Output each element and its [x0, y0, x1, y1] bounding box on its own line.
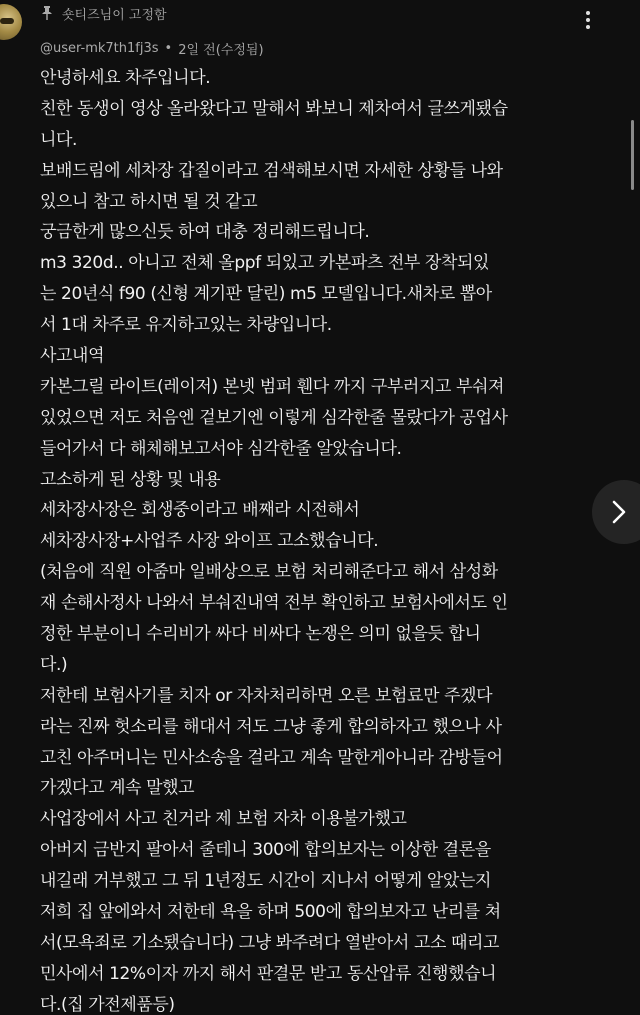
comment-line: 민사에서 12%이자 까지 해서 판결문 받고 동산압류 진행했습니 — [40, 963, 497, 984]
pinned-label: 숏티즈님이 고정함 — [62, 7, 167, 23]
scrollbar-thumb[interactable] — [631, 120, 634, 190]
comment-timestamp[interactable]: 2일 전(수정됨) — [178, 42, 264, 58]
comment-line: 세차장사장은 회생중이라고 배째라 시전해서 — [40, 500, 360, 521]
comment-line: 다.(집 가전제품등) — [40, 994, 175, 1015]
comment-line: 카본그릴 라이트(레이저) 본넷 범퍼 휀다 까지 구부러지고 부숴져 — [40, 376, 505, 397]
comment-text — [40, 63, 600, 1015]
comment-line: 들어가서 다 해체해보고서야 심각한줄 알았습니다. — [40, 438, 402, 459]
comment-line: 사업장에서 사고 친거라 제 보험 자차 이용불가했고 — [40, 809, 407, 830]
comment-line: 재 손해사정사 나와서 부숴진내역 전부 확인하고 보험사에서도 인 — [40, 593, 508, 614]
chevron-right-icon — [612, 500, 626, 524]
comment-line: 고소하게 된 상황 및 내용 — [40, 469, 221, 490]
comment-line: 안녕하세요 차주입니다. — [40, 68, 211, 88]
comment-line: 다.) — [40, 654, 68, 675]
more-vertical-icon — [585, 10, 591, 30]
comment-line: 보배드림에 세차장 갑질이라고 검색해보시면 자세한 상황들 나와 — [40, 160, 503, 181]
comment-line: 라는 진짜 헛소리를 해대서 저도 그냥 좋게 합의하자고 했으나 사 — [40, 716, 502, 737]
comment-line: m3 320d.. 아니고 전체 올ppf 되있고 카본파츠 전부 장착되있 — [40, 253, 490, 274]
pinned-indicator — [40, 3, 167, 23]
pin-icon — [40, 5, 54, 21]
comment-line: 친한 동생이 영상 올라왔다고 말해서 봐보니 제차여서 글쓰게됐습 — [40, 98, 508, 119]
commenter-avatar[interactable] — [0, 4, 22, 40]
comment-line: 궁금한게 많으신듯 하여 대충 정리해드립니다. — [40, 222, 370, 243]
comment-line: 내길래 거부했고 그 뒤 1년정도 시간이 지나서 어떻게 알았는지 — [40, 871, 491, 892]
comment-line: 서(모욕죄로 기소됐습니다) 그냥 봐주려다 열받아서 고소 때리고 — [40, 932, 500, 953]
comment-line: 아버지 금반지 팔아서 줄테니 300에 합의보자는 이상한 결론을 — [40, 840, 491, 861]
comment-author[interactable]: @user-mk7th1fj3s — [40, 40, 159, 56]
comment-line: (처음에 직원 아줌마 일배상으로 보험 처리해준다고 해서 삼성화 — [40, 562, 498, 583]
comment-line: 저희 집 앞에와서 저한테 욕을 하며 500에 합의보자고 난리를 쳐 — [40, 902, 501, 923]
comment-line: 고친 아주머니는 민사소송을 걸라고 계속 말한게아니라 감방들어 — [40, 747, 503, 768]
comment-line: 있으니 참고 하시면 될 것 같고 — [40, 191, 258, 212]
comment-line: 세차장사장+사업주 사장 와이프 고소했습니다. — [40, 531, 379, 552]
comment-line: 정한 부분이니 수리비가 싸다 비싸다 논쟁은 의미 없을듯 합니 — [40, 624, 481, 645]
comment-line: 서 1대 차주로 유지하고있는 차량입니다. — [40, 315, 332, 336]
comment-line: 는 20년식 f90 (신형 계기판 달린) m5 모델입니다.새차로 뽑아 — [40, 284, 492, 305]
comment-meta — [40, 38, 264, 58]
comment-line: 사고내역 — [40, 346, 105, 367]
comment-more-button[interactable] — [578, 6, 598, 34]
comment-line: 저한테 보험사기를 치자 or 자차처리하면 오른 보험료만 주겠다 — [40, 685, 493, 706]
comment-line: 있었으면 저도 처음엔 겉보기엔 이렇게 심각한줄 몰랐다가 공업사 — [40, 407, 508, 428]
comment-line: 가겠다고 계속 말했고 — [40, 778, 195, 799]
comment-line: 니다. — [40, 129, 78, 150]
meta-separator: • — [164, 40, 173, 56]
